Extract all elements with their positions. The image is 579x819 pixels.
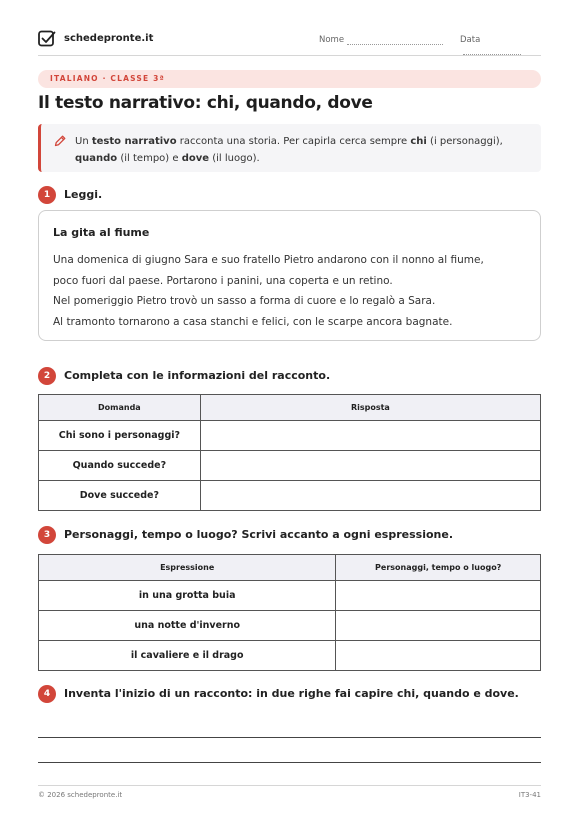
story-text xyxy=(53,250,533,332)
answer-cell[interactable] xyxy=(200,451,540,481)
question-cell: Quando succede? xyxy=(39,451,201,481)
name-field[interactable] xyxy=(319,35,443,45)
worksheet-code: IT3-41 xyxy=(518,791,541,799)
writing-line[interactable] xyxy=(38,762,541,763)
name-label: Nome xyxy=(319,35,345,45)
term-testo-narrativo: testo narrativo xyxy=(91,136,177,147)
section-title: Completa con le informazioni del racconto. xyxy=(64,369,331,382)
term-dove: dove xyxy=(181,153,210,164)
checkbox-check-icon xyxy=(38,30,56,48)
column-header: Espressione xyxy=(39,555,336,581)
section-3-heading xyxy=(38,526,541,546)
table-row xyxy=(39,581,541,611)
pencil-icon xyxy=(53,134,67,148)
section-number-badge: 1 xyxy=(38,186,56,204)
answer-cell[interactable] xyxy=(200,481,540,511)
table-row xyxy=(39,641,541,671)
date-label: Data xyxy=(460,35,481,45)
table-row xyxy=(39,451,541,481)
table-row xyxy=(39,421,541,451)
section-number-badge: 3 xyxy=(38,526,56,544)
info-text: Un testo narrativo racconta una storia. Per capirla cerca sempre chi (i personaggi), quando (il tempo) e dove (il luogo). xyxy=(75,136,503,164)
section-title: Inventa l'inizio di un racconto: in due righe fai capire chi, quando e dove. xyxy=(64,687,519,700)
expression-cell: il cavaliere e il drago xyxy=(39,641,336,671)
page-footer xyxy=(38,785,541,805)
answer-cell[interactable] xyxy=(336,611,541,641)
section-4-heading xyxy=(38,685,541,705)
table-header-row xyxy=(39,395,541,421)
story-title: La gita al fiume xyxy=(53,226,150,239)
page-title: Il testo narrativo: chi, quando, dove xyxy=(38,93,373,113)
question-cell: Chi sono i personaggi? xyxy=(39,421,201,451)
story-box xyxy=(38,210,541,341)
section-2-heading xyxy=(38,367,541,387)
expression-cell: in una grotta buia xyxy=(39,581,336,611)
section-1-heading xyxy=(38,186,541,206)
questions-table xyxy=(38,394,541,511)
copyright-text: © 2026 schedepronte.it xyxy=(38,791,123,799)
expression-cell: una notte d'inverno xyxy=(39,611,336,641)
story-line: Al tramonto tornarono a casa stanchi e felici, con le scarpe ancora bagnate. xyxy=(53,315,453,328)
table-row xyxy=(39,611,541,641)
term-chi: chi xyxy=(410,136,427,147)
table-row xyxy=(39,481,541,511)
subject-pill-label: ITALIANO · CLASSE 3ª xyxy=(50,74,165,83)
column-header: Domanda xyxy=(39,395,201,421)
writing-line[interactable] xyxy=(38,737,541,738)
answer-cell[interactable] xyxy=(336,581,541,611)
column-header: Personaggi, tempo o luogo? xyxy=(336,555,541,581)
section-title: Leggi. xyxy=(64,188,103,201)
section-number-badge: 2 xyxy=(38,367,56,385)
story-line: Nel pomeriggio Pietro trovò un sasso a forma di cuore e lo regalò a Sara. xyxy=(53,295,436,307)
site-logo-text: schedepronte.it xyxy=(64,33,154,44)
subject-pill xyxy=(38,70,541,88)
term-quando: quando xyxy=(75,153,118,164)
info-box xyxy=(38,124,541,172)
answer-cell[interactable] xyxy=(200,421,540,451)
table-header-row xyxy=(39,555,541,581)
answer-cell[interactable] xyxy=(336,641,541,671)
date-field[interactable] xyxy=(460,35,541,55)
section-title: Personaggi, tempo o luogo? Scrivi accanto a ogni espressione. xyxy=(64,528,454,541)
expressions-table xyxy=(38,554,541,671)
section-number-badge: 4 xyxy=(38,685,56,703)
page-header xyxy=(38,30,541,56)
story-line: poco fuori dal paese. Portarono i panini, una coperta e un retino. xyxy=(53,274,393,287)
date-blank[interactable] xyxy=(463,47,521,55)
column-header: Risposta xyxy=(200,395,540,421)
name-blank[interactable] xyxy=(347,37,443,45)
story-line: Una domenica di giugno Sara e suo fratello Pietro andarono con il nonno al fiume, xyxy=(53,254,484,266)
question-cell: Dove succede? xyxy=(39,481,201,511)
